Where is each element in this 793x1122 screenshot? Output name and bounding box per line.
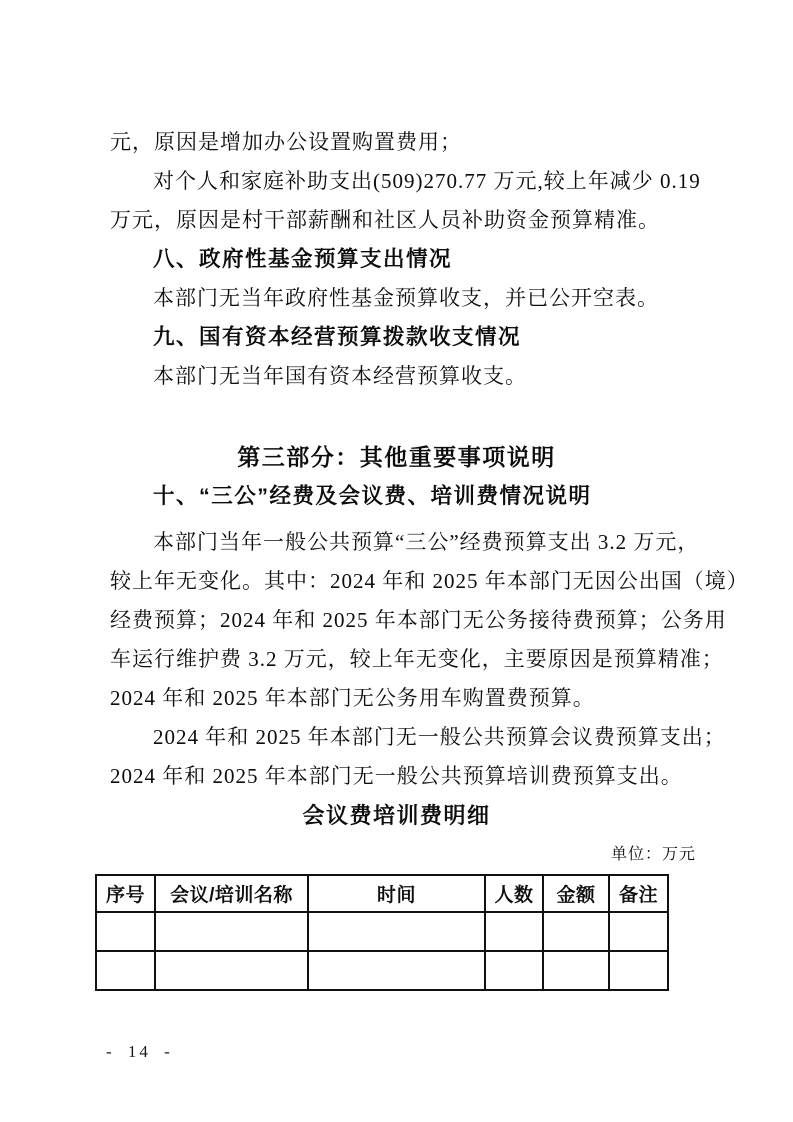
table-title: 会议费培训费明细 xyxy=(302,803,491,828)
table-cell xyxy=(155,912,308,951)
table-row xyxy=(96,951,668,990)
meeting-para-line-2: 2024 年和 2025 年本部门无一般公共预算培训费预算支出。 xyxy=(110,764,683,788)
table-cell xyxy=(96,912,155,951)
table-header-row xyxy=(96,875,668,912)
sangong-para-line-4: 车运行维护费 3.2 万元，较上年无变化，主要原因是预算精准； xyxy=(110,647,724,671)
meeting-training-table xyxy=(95,874,669,991)
table-cell xyxy=(308,951,485,990)
section-8-heading: 八、政府性基金预算支出情况 xyxy=(153,247,453,271)
section-9-body: 本部门无当年国有资本经营预算收支。 xyxy=(153,364,527,388)
sangong-paragraph xyxy=(110,523,749,718)
para-office-expense-tail: 元，原因是增加办公设置购置费用； xyxy=(110,130,462,154)
part-3-title: 第三部分：其他重要事项说明 xyxy=(237,445,556,470)
sangong-para-line-2: 较上年无变化。其中：2024 年和 2025 年本部门无因公出国（境） xyxy=(110,569,749,593)
para-subsidy-line-1: 对个人和家庭补助支出(509)270.77 万元,较上年减少 0.19 xyxy=(153,169,701,193)
table-row xyxy=(96,912,668,951)
sangong-para-line-3: 经费预算；2024 年和 2025 年本部门无公务接待费预算；公务用 xyxy=(110,608,727,632)
table-cell xyxy=(155,951,308,990)
table-cell xyxy=(609,912,668,951)
table-cell xyxy=(543,951,609,990)
section-9-heading: 九、国有资本经营预算拨款收支情况 xyxy=(153,325,522,349)
para-subsidy-line-2: 万元，原因是村干部薪酬和社区人员补助资金预算精准。 xyxy=(110,208,660,232)
sangong-para-line-5: 2024 年和 2025 年本部门无公务用车购置费预算。 xyxy=(110,686,595,710)
page-content xyxy=(105,123,749,991)
page-number: - 14 - xyxy=(106,1042,173,1061)
table-header-cell-remark: 备注 xyxy=(609,875,668,912)
table-header-cell-people: 人数 xyxy=(485,875,543,912)
table-cell xyxy=(543,912,609,951)
table-header-cell-name: 会议/培训名称 xyxy=(155,875,308,912)
meeting-para-line-1: 2024 年和 2025 年本部门无一般公共预算会议费预算支出； xyxy=(153,725,726,749)
table-cell xyxy=(308,912,485,951)
table-cell xyxy=(96,951,155,990)
section-8-body: 本部门无当年政府性基金预算收支，并已公开空表。 xyxy=(153,286,659,310)
table-header-cell-time: 时间 xyxy=(308,875,485,912)
table-cell xyxy=(485,951,543,990)
table-header-cell-amount: 金额 xyxy=(543,875,609,912)
table-header-cell-index: 序号 xyxy=(96,875,155,912)
unit-label: 单位：万元 xyxy=(610,846,696,863)
meeting-training-paragraph xyxy=(110,718,726,796)
table-cell xyxy=(609,951,668,990)
sangong-para-line-1: 本部门当年一般公共预算“三公”经费预算支出 3.2 万元， xyxy=(153,530,700,554)
section-10-heading: 十、“三公”经费及会议费、培训费情况说明 xyxy=(153,484,592,508)
table-cell xyxy=(485,912,543,951)
